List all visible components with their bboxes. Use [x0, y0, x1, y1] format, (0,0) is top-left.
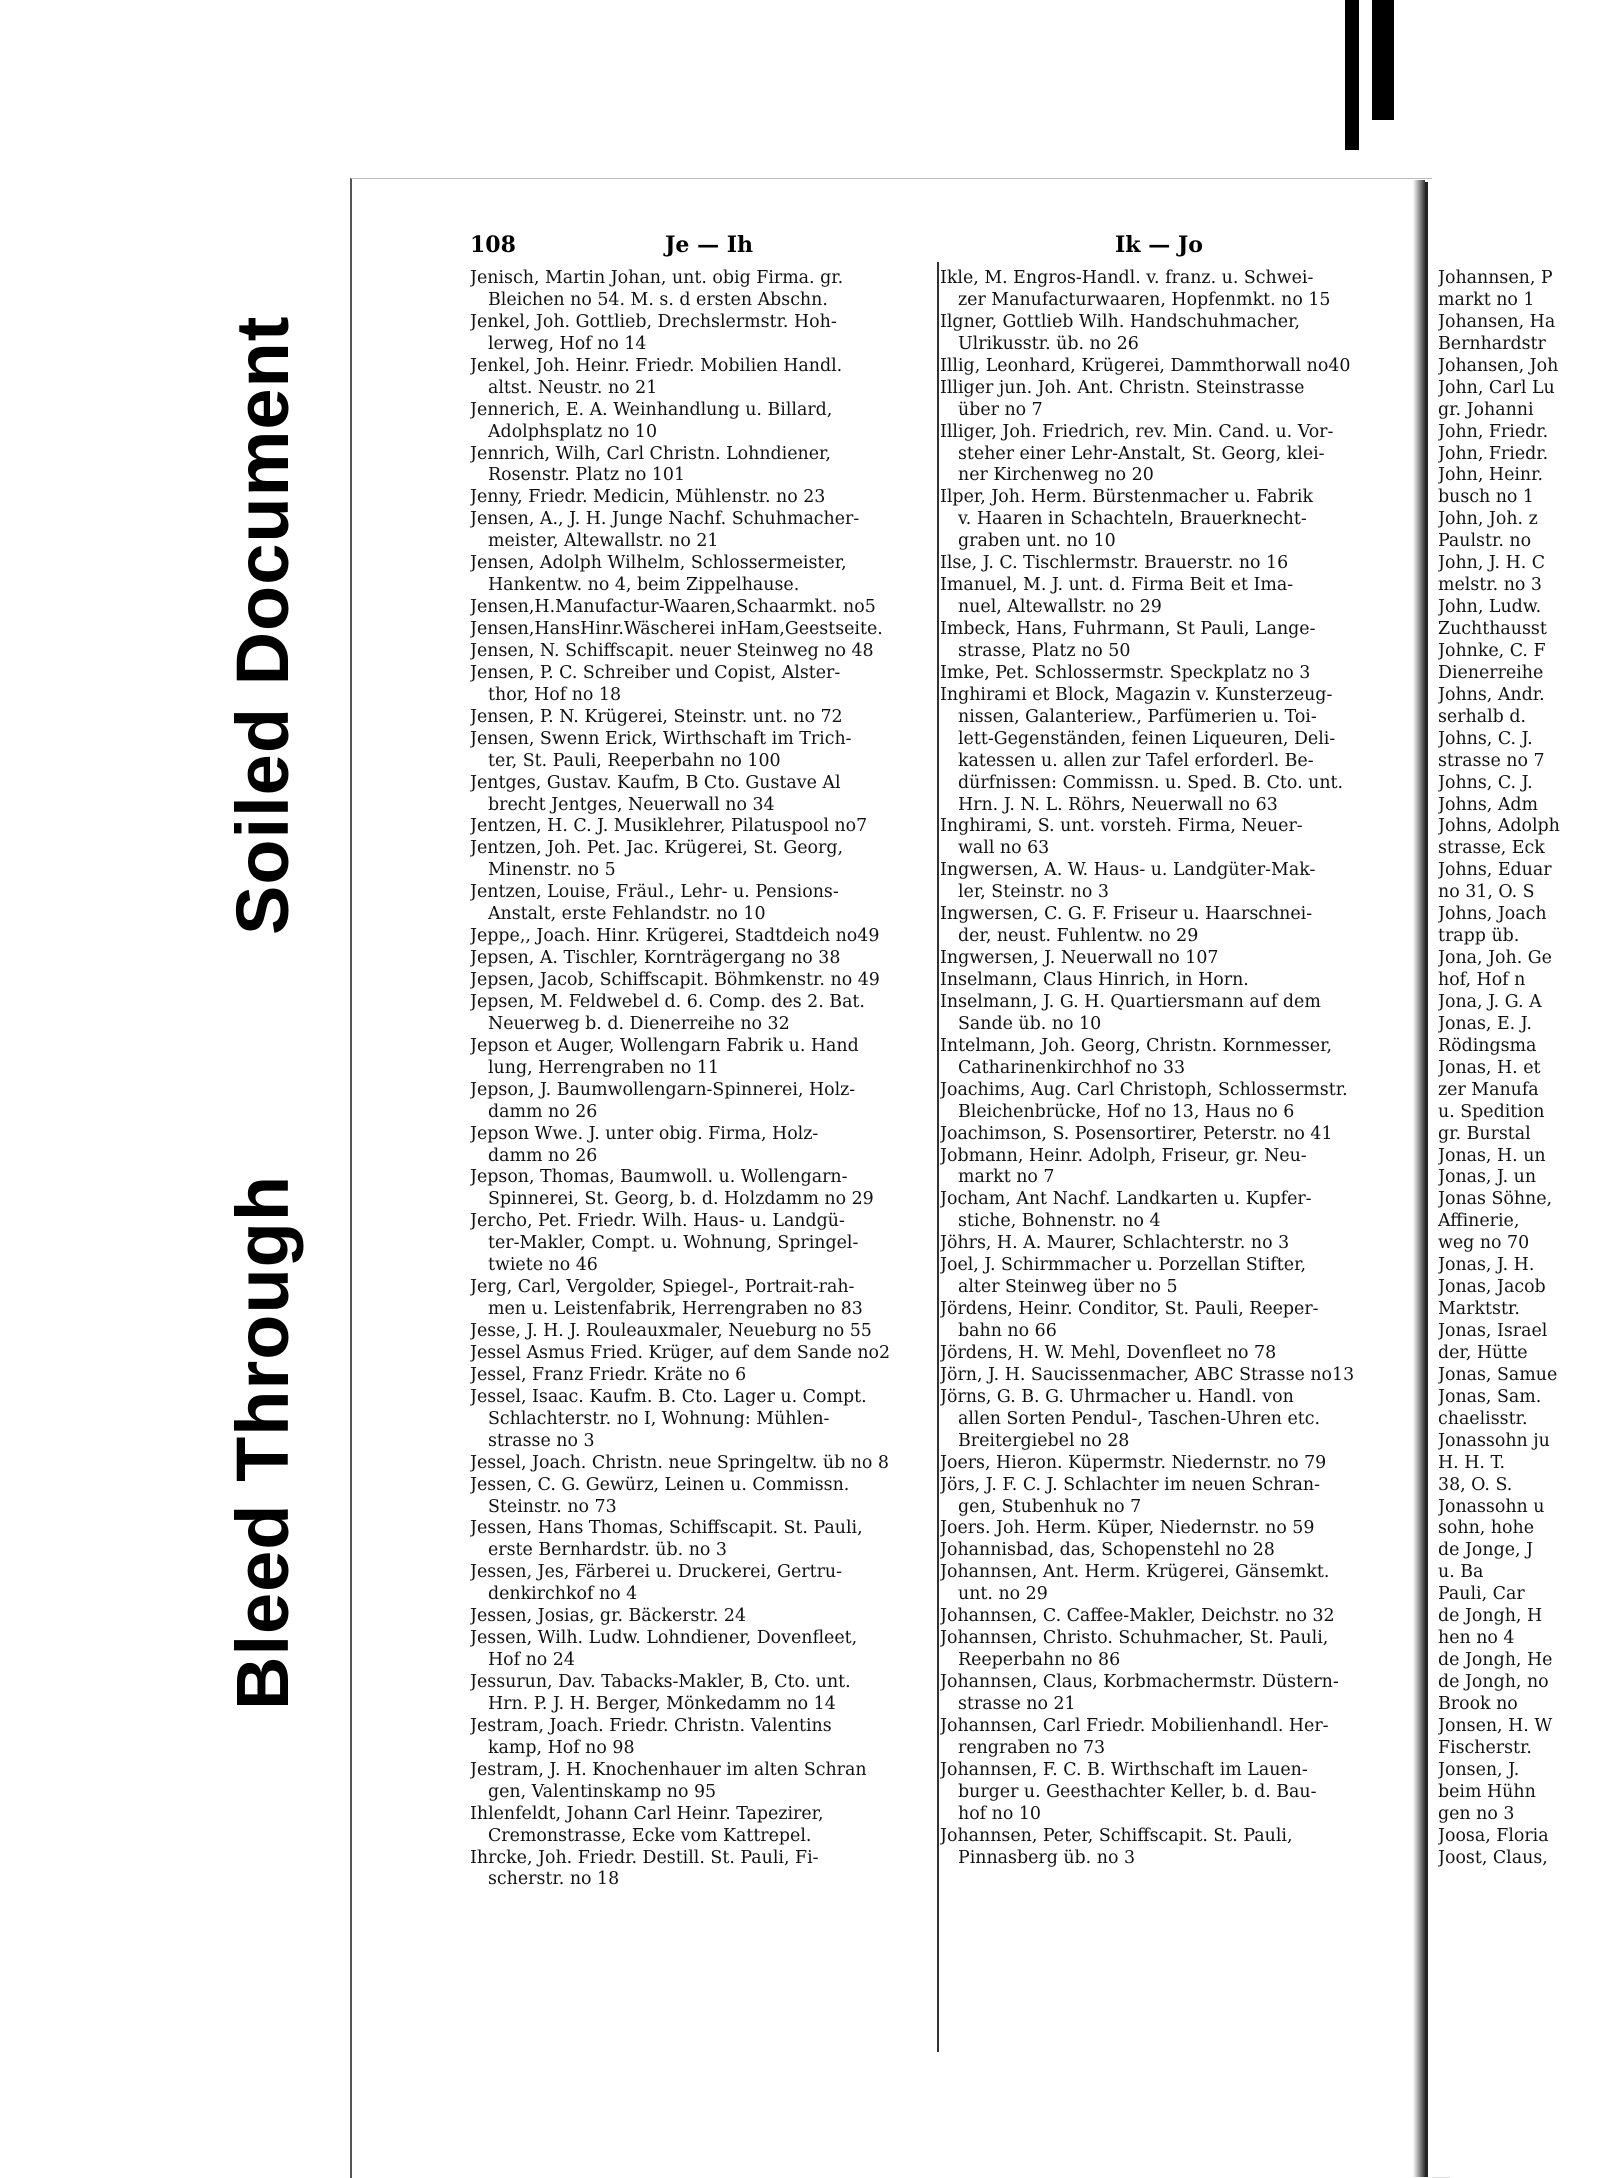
directory-line: hof, Hof n [1438, 970, 1526, 990]
directory-line: Zuchthausst [1438, 619, 1547, 639]
directory-line: Jona, Joh. Ge [1438, 948, 1552, 969]
directory-line: Minenstr. no 5 [488, 860, 616, 881]
directory-line: Jonas, Samue [1438, 1364, 1558, 1385]
directory-line: Rosenstr. Platz no 101 [488, 465, 686, 486]
directory-line: hof no 10 [958, 1803, 1041, 1824]
directory-line: Jerg, Carl, Vergolder, Spiegel-, Portrait-rah- [470, 1277, 855, 1298]
directory-line: trapp üb. [1438, 926, 1520, 947]
directory-line: Neuerweg b. d. Dienerreihe no 32 [488, 1013, 790, 1034]
directory-line: Illiger, Joh. Friedrich, rev. Min. Cand. u. Vor- [940, 421, 1334, 442]
directory-line: Johansen, Joh [1438, 355, 1559, 376]
directory-line: Johannsen, Ant. Herm. Krügerei, Gänsemkt. [940, 1562, 1330, 1583]
directory-line: Fischerstr. [1438, 1737, 1532, 1758]
directory-line: Jepsen, A. Tischler, Kornträgergang no 38 [470, 948, 841, 969]
directory-line: Inselmann, Claus Hinrich, in Horn. [940, 970, 1249, 990]
directory-line: der, neust. Fuhlentw. no 29 [958, 926, 1199, 947]
directory-line: Jenkel, Joh. Gottlieb, Drechslermstr. Hoh- [470, 311, 837, 332]
directory-line: strasse no 7 [1438, 750, 1545, 771]
directory-line: strasse, Platz no 50 [958, 640, 1131, 661]
directory-line: John, Friedr. [1438, 421, 1549, 442]
directory-line: Johns, Adm [1438, 794, 1539, 815]
binding-bar [1372, 0, 1394, 120]
directory-line: Johannsen, Christo. Schuhmacher, St. Pauli, [940, 1628, 1329, 1649]
directory-line: Jonas, E. J. [1438, 1013, 1532, 1034]
directory-line: Bernhardstr [1438, 333, 1546, 354]
directory-line: Inselmann, J. G. H. Quartiersmann auf dem [940, 991, 1321, 1012]
directory-line: weg no 70 [1438, 1233, 1530, 1254]
directory-line: Jentges, Gustav. Kaufm, B Cto. Gustave Al [470, 772, 841, 793]
directory-line: Jepsen, M. Feldwebel d. 6. Comp. des 2. Bat. [470, 991, 865, 1012]
directory-line: John, J. H. C [1438, 553, 1546, 574]
directory-line: Hrn. J. N. L. Röhrs, Neuerwall no 63 [958, 794, 1278, 815]
directory-line: Joosa, Floria [1438, 1825, 1549, 1846]
directory-line: de Jongh, He [1438, 1650, 1553, 1671]
directory-line: steher einer Lehr-Anstalt, St. Georg, klei- [958, 443, 1325, 464]
directory-line: Inghirami, S. unt. vorsteh. Firma, Neuer- [940, 816, 1303, 837]
directory-line: Jobmann, Heinr. Adolph, Friseur, gr. Neu- [940, 1145, 1307, 1166]
next-page-column [1438, 268, 1600, 1869]
directory-line: Jörns, G. B. G. Uhrmacher u. Handl. von [940, 1386, 1294, 1407]
directory-line: Steinstr. no 73 [488, 1496, 617, 1517]
directory-line: v. Haaren in Schachteln, Brauerknecht- [958, 509, 1307, 530]
directory-line: gen, Valentinskamp no 95 [488, 1781, 717, 1802]
directory-line: Hankentw. no 4, beim Zippelhause. [488, 575, 800, 596]
directory-line: H. H. T. [1438, 1452, 1506, 1473]
directory-line: Jensen, N. Schiffscapit. neuer Steinweg no 48 [470, 640, 874, 661]
directory-line: de Jongh, H [1438, 1606, 1543, 1627]
directory-line: Ihrcke, Joh. Friedr. Destill. St. Pauli, Fi- [470, 1847, 819, 1868]
directory-line: Jennrich, Wilh, Carl Christn. Lohndiener, [470, 443, 831, 464]
directory-line: Johns, Adolph [1438, 816, 1560, 837]
directory-line: Jörn, J. H. Saucissenmacher, ABC Strasse no13 [940, 1364, 1355, 1385]
directory-line: alter Steinweg über no 5 [958, 1277, 1178, 1298]
directory-line: Jepson et Auger, Wollengarn Fabrik u. Hand [470, 1035, 859, 1056]
directory-line: melstr. no 3 [1438, 575, 1542, 596]
directory-line: Johannsen, Carl Friedr. Mobilienhandl. Her- [940, 1715, 1329, 1736]
directory-line: ter-Makler, Compt. u. Wohnung, Springel- [488, 1233, 859, 1254]
directory-line: Rödingsma [1438, 1035, 1537, 1056]
directory-line: Jestram, J. H. Knochenhauer im alten Schran [470, 1759, 867, 1780]
directory-line: Johns, Eduar [1438, 860, 1552, 881]
directory-line: Breitergiebel no 28 [958, 1430, 1130, 1451]
directory-line: Jonas, J. un [1438, 1167, 1537, 1188]
directory-line: Jenny, Friedr. Medicin, Mühlenstr. no 23 [470, 487, 826, 508]
directory-line: rengraben no 73 [958, 1737, 1106, 1758]
header-right-range: Ik — Jo [1115, 232, 1203, 258]
directory-line: Johannisbad, das, Schopenstehl no 28 [940, 1540, 1275, 1561]
directory-line: Jensen, P. N. Krügerei, Steinstr. unt. no 72 [470, 706, 843, 727]
directory-line: Johannsen, Claus, Korbmachermstr. Düstern- [940, 1672, 1339, 1692]
directory-line: u. Spedition [1438, 1101, 1545, 1122]
directory-line: John, Friedr. [1438, 443, 1549, 464]
directory-line: meister, Altewallstr. no 21 [488, 531, 719, 552]
directory-line: Jepson, Thomas, Baumwoll. u. Wollengarn- [470, 1167, 848, 1188]
directory-line: Ikle, M. Engros-Handl. v. franz. u. Schwei- [940, 268, 1314, 288]
directory-line: Bleichenbrücke, Hof no 13, Haus no 6 [958, 1101, 1295, 1122]
directory-line: John, Carl Lu [1438, 377, 1555, 398]
directory-line: Johannsen, C. Caffee-Makler, Deichstr. no 32 [940, 1606, 1335, 1627]
directory-line: damm no 26 [488, 1101, 598, 1122]
directory-line: beim Hühn [1438, 1781, 1536, 1802]
directory-line: dürfnissen: Commissn. u. Sped. B. Cto. unt. [958, 772, 1344, 793]
bleed-through-label: Bleed Through [221, 1174, 304, 1710]
directory-line: damm no 26 [488, 1145, 598, 1166]
directory-line: Jessel, Joach. Christn. neue Springeltw. üb no 8 [470, 1452, 889, 1473]
directory-line: Jepsen, Jacob, Schiffscapit. Böhmkenstr. no 49 [470, 970, 880, 990]
binding-bar [1345, 0, 1359, 150]
page-number: 108 [470, 232, 516, 258]
directory-line: Illiger jun. Joh. Ant. Christn. Steinstrasse [940, 377, 1305, 398]
directory-line: Ingwersen, J. Neuerwall no 107 [940, 948, 1219, 969]
directory-line: erste Bernhardstr. üb. no 3 [488, 1540, 727, 1561]
directory-line: Jessen, Josias, gr. Bäckerstr. 24 [470, 1606, 747, 1627]
directory-line: lung, Herrengraben no 11 [488, 1057, 720, 1078]
directory-line: Jörs, J. F. C. J. Schlachter im neuen Schran- [940, 1474, 1320, 1495]
directory-line: Imanuel, M. J. unt. d. Firma Beit et Ima- [940, 575, 1294, 596]
directory-line: Hof no 24 [488, 1650, 575, 1671]
directory-line: zer Manufacturwaaren, Hopfenmkt. no 15 [958, 289, 1331, 310]
directory-line: katessen u. allen zur Tafel erforderl. Be- [958, 750, 1314, 771]
directory-line: lerweg, Hof no 14 [488, 333, 647, 354]
directory-line: Jensen, A., J. H. Junge Nachf. Schuhmacher- [470, 509, 860, 530]
directory-line: Inghirami et Block, Magazin v. Kunsterzeug- [940, 684, 1333, 705]
directory-line: John, Joh. z [1438, 509, 1538, 530]
header-left-range: Je — Ih [665, 232, 754, 258]
directory-line: Jentzen, H. C. J. Musiklehrer, Pilatuspool no7 [470, 816, 868, 837]
directory-line: Jennerich, E. A. Weinhandlung u. Billard, [470, 399, 833, 420]
directory-line: wall no 63 [958, 838, 1050, 859]
directory-line: Jenisch, Martin Johan, unt. obig Firma. gr. [470, 268, 844, 288]
directory-line: serhalb d. [1438, 706, 1526, 727]
directory-line: de Jongh, no [1438, 1672, 1549, 1692]
directory-line: denkirchkof no 4 [488, 1584, 638, 1605]
directory-line: Ilper, Joh. Herm. Bürstenmacher u. Fabrik [940, 487, 1314, 508]
directory-line: Adolphsplatz no 10 [488, 421, 658, 442]
directory-line: Jonas Söhne, [1438, 1189, 1553, 1210]
directory-column-left [470, 268, 935, 1891]
directory-line: Joers. Joh. Herm. Küper, Niedernstr. no 59 [940, 1518, 1315, 1539]
directory-line: zer Manufa [1438, 1079, 1539, 1100]
directory-line: gr. Burstal [1438, 1123, 1531, 1144]
directory-line: Jentzen, Louise, Fräul., Lehr- u. Pensions- [470, 882, 839, 903]
directory-line: Jessurun, Dav. Tabacks-Makler, B, Cto. unt. [470, 1672, 851, 1692]
directory-line: stiche, Bohnenstr. no 4 [958, 1211, 1161, 1232]
directory-line: Jensen,H.Manufactur-Waaren,Schaarmkt. no5 [470, 597, 876, 618]
directory-line: Jonas, Sam. [1438, 1386, 1542, 1407]
directory-line: Joachimson, S. Posensortirer, Peterstr. no 41 [940, 1123, 1333, 1144]
directory-line: Jona, J. G. A [1438, 991, 1542, 1012]
directory-line: Illig, Leonhard, Krügerei, Dammthorwall no40 [940, 355, 1351, 376]
directory-column-right [940, 268, 1400, 1869]
directory-line: nissen, Galanteriew., Parfümerien u. Toi- [958, 706, 1317, 727]
directory-line: Jocham, Ant Nachf. Landkarten u. Kupfer- [940, 1189, 1312, 1210]
directory-line: Jonas, H. et [1438, 1057, 1541, 1078]
directory-line: twiete no 46 [488, 1255, 598, 1276]
directory-line: Jensen, Swenn Erick, Wirthschaft im Trich- [470, 728, 852, 749]
directory-line: Pauli, Car [1438, 1584, 1525, 1605]
directory-line: hen no 4 [1438, 1628, 1515, 1649]
directory-line: Spinnerei, St. Georg, b. d. Holzdamm no 29 [488, 1189, 874, 1210]
directory-line: Ihlenfeldt, Johann Carl Heinr. Tapezirer, [470, 1803, 824, 1824]
directory-line: thor, Hof no 18 [488, 684, 622, 705]
directory-line: altst. Neustr. no 21 [488, 377, 658, 398]
directory-line: Ilgner, Gottlieb Wilh. Handschuhmacher, [940, 311, 1301, 332]
directory-line: ter, St. Pauli, Reeperbahn no 100 [488, 750, 781, 771]
directory-line: John, Ludw. [1438, 597, 1542, 618]
directory-line: Jonassohn u [1438, 1496, 1545, 1517]
directory-line: Jonas, H. un [1438, 1145, 1546, 1166]
directory-line: Ingwersen, A. W. Haus- u. Landgüter-Mak- [940, 860, 1316, 881]
directory-line: Jessel, Isaac. Kaufm. B. Cto. Lager u. Compt. [470, 1386, 867, 1407]
directory-line: Jonas, Israel [1438, 1321, 1548, 1341]
directory-line: Jepson, J. Baumwollengarn-Spinnerei, Holz- [470, 1079, 856, 1100]
directory-line: ler, Steinstr. no 3 [958, 882, 1109, 903]
directory-line: gen, Stubenhuk no 7 [958, 1496, 1142, 1517]
directory-line: Joel, J. Schirmmacher u. Porzellan Stifter, [940, 1255, 1306, 1276]
directory-line: Jördens, H. W. Mehl, Dovenfleet no 78 [940, 1342, 1277, 1363]
directory-line: Jenkel, Joh. Heinr. Friedr. Mobilien Handl. [470, 355, 843, 376]
directory-line: Johns, C. J. [1438, 728, 1533, 749]
directory-line: strasse, Eck [1438, 838, 1545, 859]
directory-line: sohn, hohe [1438, 1518, 1535, 1539]
directory-line: unt. no 29 [958, 1584, 1048, 1605]
directory-line: graben unt. no 10 [958, 531, 1116, 552]
directory-line: Ingwersen, C. G. F. Friseur u. Haarschnei- [940, 904, 1313, 925]
directory-line: über no 7 [958, 399, 1043, 420]
directory-line: gen no 3 [1438, 1803, 1515, 1824]
directory-line: Johannsen, P [1438, 268, 1553, 288]
directory-line: Jensen, P. C. Schreiber und Copist, Alster- [470, 662, 841, 683]
directory-line: kamp, Hof no 98 [488, 1737, 635, 1758]
directory-line: Jördens, Heinr. Conditor, St. Pauli, Reeper- [940, 1299, 1319, 1320]
directory-line: brecht Jentges, Neuerwall no 34 [488, 794, 775, 815]
directory-line: Jessel Asmus Fried. Krüger, auf dem Sande no2 [470, 1342, 891, 1363]
directory-line: Jessen, C. G. Gewürz, Leinen u. Commissn. [470, 1474, 850, 1495]
directory-line: Jessen, Hans Thomas, Schiffscapit. St. Pauli, [470, 1518, 863, 1539]
directory-line: 38, O. S. [1438, 1474, 1513, 1495]
directory-line: allen Sorten Pendul-, Taschen-Uhren etc. [958, 1408, 1321, 1429]
directory-line: Affinerie, [1438, 1211, 1520, 1232]
directory-line: Johannsen, F. C. B. Wirthschaft im Lauen- [940, 1759, 1308, 1780]
directory-line: Imke, Pet. Schlossermstr. Speckplatz no 3 [940, 662, 1311, 683]
directory-line: Paulstr. no [1438, 531, 1532, 552]
soiled-document-label: Soiled Document [221, 315, 304, 935]
directory-line: markt no 7 [958, 1167, 1055, 1188]
directory-line: u. Ba [1438, 1562, 1484, 1583]
directory-line: Joachims, Aug. Carl Christoph, Schlossermstr. [940, 1079, 1348, 1100]
directory-line: Pinnasberg üb. no 3 [958, 1847, 1136, 1868]
directory-line: no 31, O. S [1438, 882, 1535, 903]
directory-line: Jeppe,, Joach. Hinr. Krügerei, Stadtdeich no49 [470, 926, 880, 947]
directory-line: Jessen, Jes, Färberei u. Druckerei, Gertru- [470, 1562, 842, 1583]
directory-line: Reeperbahn no 86 [958, 1650, 1121, 1671]
directory-line: Ulrikusstr. üb. no 26 [958, 333, 1139, 354]
directory-line: Johns, Joach [1438, 904, 1547, 925]
directory-line: Catharinenkirchhof no 33 [958, 1057, 1186, 1078]
directory-line: Johnke, C. F [1438, 640, 1546, 661]
directory-line: Johns, C. J. [1438, 772, 1533, 793]
directory-line: Jonas, Jacob [1438, 1277, 1546, 1298]
column-divider [937, 262, 939, 2052]
directory-line: Johansen, Ha [1438, 311, 1556, 332]
page-spine [1413, 180, 1425, 2177]
directory-line: busch no 1 [1438, 487, 1534, 508]
directory-line: Jepson Wwe. J. unter obig. Firma, Holz- [470, 1123, 819, 1144]
directory-line: scherstr. no 18 [488, 1869, 620, 1890]
directory-line: Dienerreihe [1438, 662, 1544, 683]
directory-line: Jesse, J. H. J. Rouleauxmaler, Neueburg no 55 [470, 1321, 872, 1341]
directory-line: Jentzen, Joh. Pet. Jac. Krügerei, St. Georg, [470, 838, 843, 859]
directory-line: markt no 1 [1438, 289, 1535, 310]
directory-line: Joost, Claus, [1438, 1847, 1548, 1868]
directory-line: Brook no [1438, 1693, 1518, 1714]
directory-line: Marktstr. [1438, 1299, 1520, 1320]
directory-line: Johannsen, Peter, Schiffscapit. St. Pauli, [940, 1825, 1293, 1846]
directory-line: Jessen, Wilh. Ludw. Lohndiener, Dovenfleet, [470, 1628, 858, 1649]
directory-line: men u. Leistenfabrik, Herrengraben no 83 [488, 1299, 863, 1320]
directory-line: Ilse, J. C. Tischlermstr. Brauerstr. no 16 [940, 553, 1289, 574]
directory-line: de Jonge, J [1438, 1540, 1534, 1561]
directory-line: Sande üb. no 10 [958, 1013, 1102, 1034]
directory-line: Jonsen, H. W [1438, 1715, 1553, 1736]
directory-line: der, Hütte [1438, 1342, 1528, 1363]
directory-line: Jonsen, J. [1438, 1759, 1520, 1780]
directory-line: strasse no 3 [488, 1430, 595, 1451]
directory-line: Anstalt, erste Fehlandstr. no 10 [488, 904, 766, 925]
directory-line: Imbeck, Hans, Fuhrmann, St Pauli, Lange- [940, 619, 1316, 639]
directory-line: strasse no 21 [958, 1693, 1076, 1714]
directory-line: Jöhrs, H. A. Maurer, Schlachterstr. no 3 [940, 1233, 1290, 1254]
directory-line: Intelmann, Joh. Georg, Christn. Kornmesser, [940, 1035, 1332, 1056]
directory-line: ner Kirchenweg no 20 [958, 465, 1154, 486]
directory-line: Bleichen no 54. M. s. d ersten Abschn. [488, 289, 828, 310]
directory-line: Jensen, Adolph Wilhelm, Schlossermeister, [470, 553, 847, 574]
directory-line: John, Heinr. [1438, 465, 1544, 486]
directory-line: Jessel, Franz Friedr. Kräte no 6 [470, 1364, 747, 1385]
directory-line: Johns, Andr. [1438, 684, 1545, 705]
directory-line: Cremonstrasse, Ecke vom Kattrepel. [488, 1825, 812, 1846]
directory-line: lett-Gegenständen, feinen Liqueuren, Deli- [958, 728, 1336, 749]
directory-line: Joers, Hieron. Küpermstr. Niedernstr. no 79 [940, 1452, 1327, 1473]
directory-line: Jensen,HansHinr.Wäscherei inHam,Geestseite. [470, 619, 883, 639]
directory-line: burger u. Geesthachter Keller, b. d. Bau- [958, 1781, 1317, 1802]
directory-line: Jonassohn ju [1438, 1430, 1550, 1451]
directory-line: Jonas, J. H. [1438, 1255, 1535, 1276]
directory-line: Hrn. P. J. H. Berger, Mönkedamm no 14 [488, 1693, 836, 1714]
directory-line: Jestram, Joach. Friedr. Christn. Valentins [470, 1715, 832, 1736]
directory-line: nuel, Altewallstr. no 29 [958, 597, 1162, 618]
directory-line: Jercho, Pet. Friedr. Wilh. Haus- u. Landgü- [470, 1211, 845, 1232]
directory-line: chaelisstr. [1438, 1408, 1528, 1429]
directory-line: bahn no 66 [958, 1321, 1057, 1341]
directory-line: Schlachterstr. no I, Wohnung: Mühlen- [488, 1408, 830, 1429]
directory-line: gr. Johanni [1438, 399, 1534, 420]
